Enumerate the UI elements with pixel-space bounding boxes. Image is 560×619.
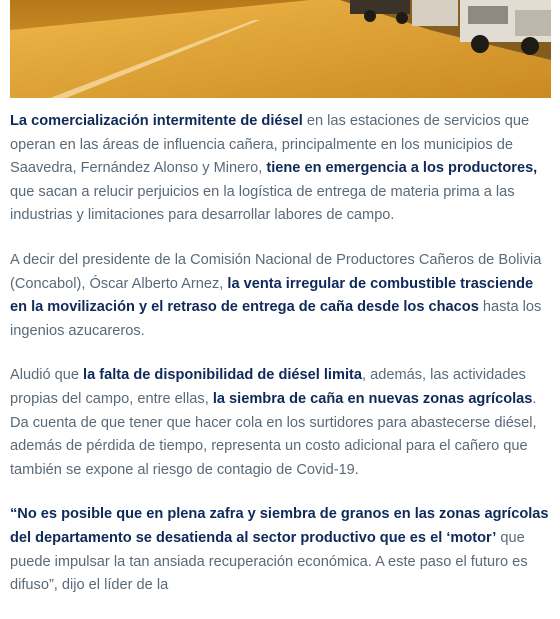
body-text: que puede impulsar la tan ansiada recuperación económica. A este paso el futuro es difuso”, dijo el líder de la [10, 529, 528, 594]
body-text: en las estaciones de servicios que operan en las áreas de influencia cañera, principalmente en los municipios de Saavedra, Fernández Alonso y Minero, [10, 113, 530, 177]
highlight-text: la siembra de caña en nuevas zonas agrícolas [212, 390, 533, 407]
highlight-text: la venta irregular de combustible trasciende en la movilización y el retraso de entrega de caña desde los chacos [10, 275, 534, 316]
quote-highlight-text: “No es posible que en plena zafra y siembra de granos en las zonas agrícolas del departamento se desatienda al sector productivo que es el ‘motor’ [10, 506, 549, 546]
body-text: que sacan a relucir perjuicios en la logística de entrega de materia prima a las industrias y limitaciones para desarrollar labores de campo. [10, 183, 515, 224]
highlight-text: tiene en emergencia a los productores, [266, 160, 538, 177]
body-text: A decir del presidente de la Comisión Nacional de Productores Cañeros de Bolivia (Concabol), Óscar Alberto Arnez, [10, 251, 542, 292]
highlight-text: la falta de disponibilidad de diésel limita [83, 367, 362, 384]
body-text: Aludió que [10, 367, 84, 384]
article-paragraph [10, 249, 550, 343]
body-text: , además, las actividades propias del campo, entre ellas, [10, 367, 526, 407]
article-photo [10, 0, 551, 98]
highlight-text: La comercialización intermitente de diésel [10, 113, 303, 129]
article-paragraph [10, 364, 550, 482]
article-body [10, 110, 550, 619]
highway-trucks-photo [10, 0, 551, 98]
article-paragraph [10, 503, 550, 597]
article-paragraph [10, 110, 550, 228]
body-text: hasta los ingenios azucareros. [10, 299, 542, 339]
body-text: . Da cuenta de que tener que hacer cola en los surtidores para abastecerse diésel, además de pérdida de tiempo, representa un costo adicional para el cañero que también se expone al riesgo de contagio de Covid-19. [10, 390, 537, 478]
